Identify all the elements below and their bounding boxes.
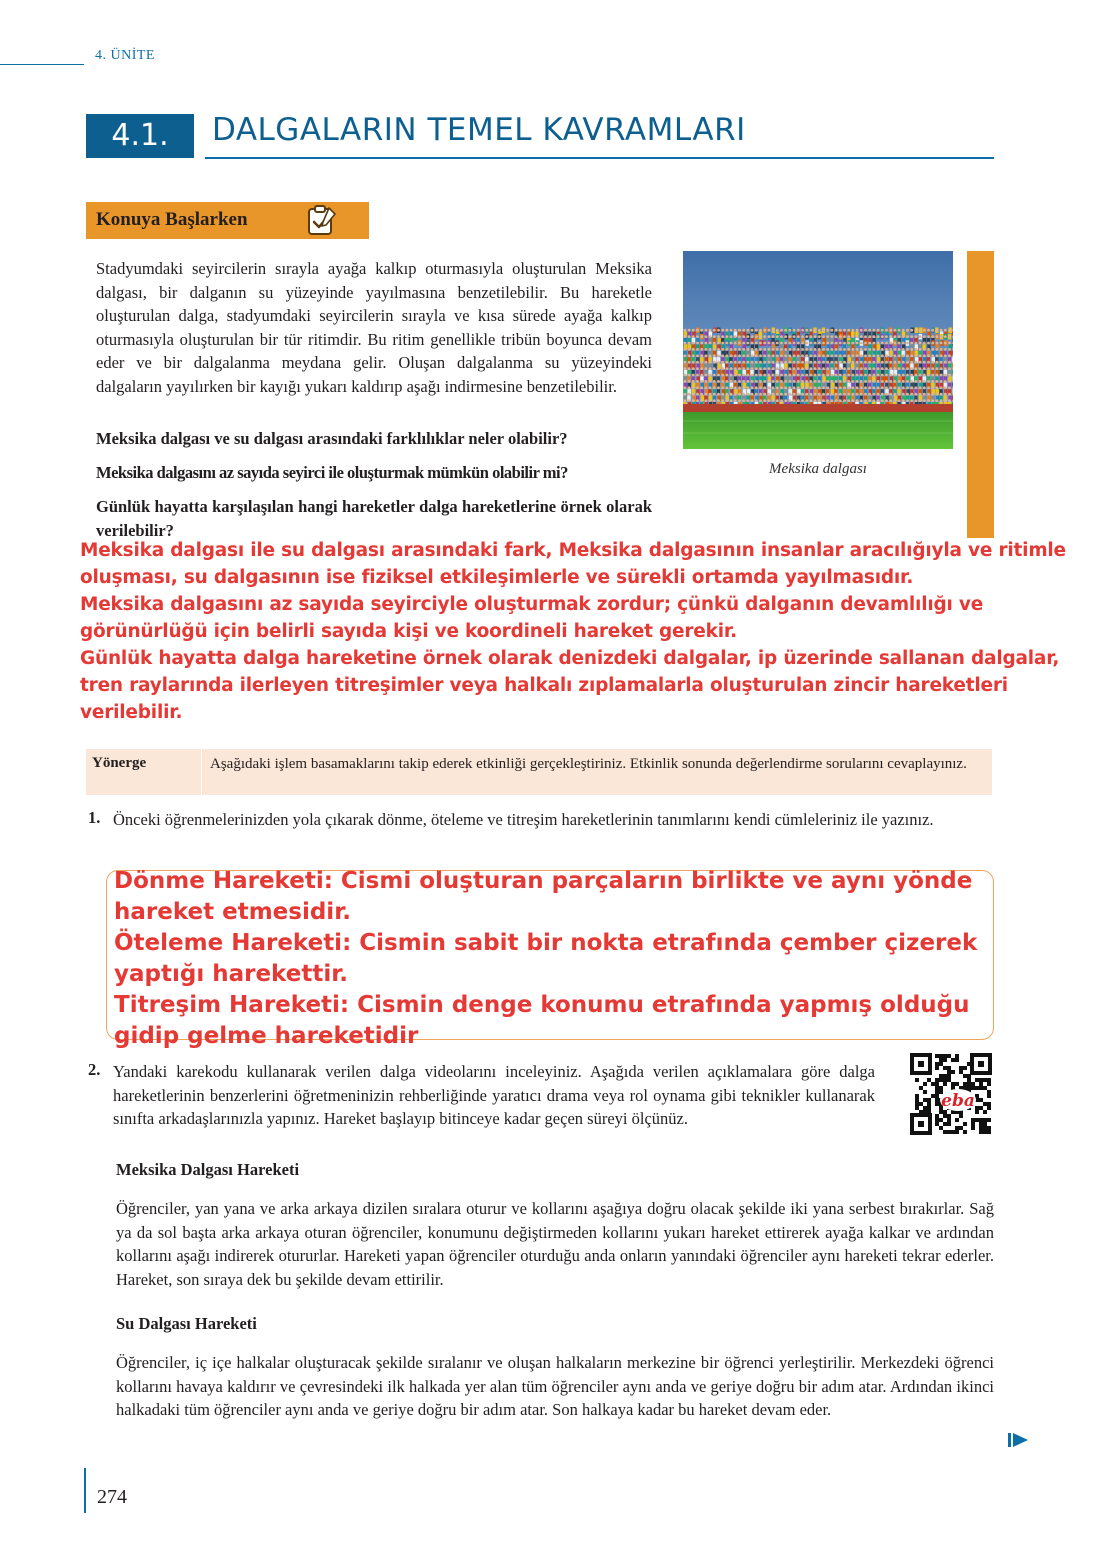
photo-caption: Meksika dalgası bbox=[769, 461, 867, 477]
intro-question: Meksika dalgasını az sayıda seyirci ile oluşturmak mümkün olabilir mi? bbox=[96, 463, 568, 482]
title-rule bbox=[205, 157, 994, 159]
subsection-title: Su Dalgası Hareketi bbox=[116, 1314, 257, 1333]
intro-paragraph: Stadyumdaki seyircilerin sırayla ayağa kalkıp oturmasıyla oluşturulan Meksika dalgası, bir dalganın su yüzeyinde yayılmasına benzetilebilir. Bu hareketle oluşturulan dalga, stadyumdaki seyircilerin sırayla ve kısa sürede ayağa kalkıp oturmasıyla oluşturulan bir tür ritimdir. Bu ritim genellikle tribün boyunca devam eder ve bir dalgalanma meydana gelir. Oluşan dalgalanma su yüzeyindeki dalgaların yayılırken bir kayığı yukarı kaldırıp aşağı indirmesine benzetilebilir. bbox=[96, 259, 652, 396]
unit-rule bbox=[0, 64, 84, 65]
subsection-text: Öğrenciler, yan yana ve arka arkaya dizilen sıralara oturur ve kollarını aşağıya doğru olacak şekilde iki yana serbest bırakırlar. Sağ ya da sol başta arka arkaya oturan öğrenciler, konumunu değiştirmeden kollarını yukarı hareket ettirerek ayağa kalkar ve ardından kollarını aşağı indirerek otururlar. Hareketi yapan öğrenciler oturduğu anda onların yanındaki öğrenciler aynı hareketi tekrar ederler. Hareket, son sıraya dek bu şekilde devam ettirilir. bbox=[116, 1199, 994, 1289]
qr-logo: eba bbox=[941, 1091, 975, 1111]
side-accent-bar bbox=[967, 251, 994, 538]
qr-code-icon[interactable] bbox=[910, 1053, 992, 1135]
step-number: 1. bbox=[88, 808, 101, 827]
intro-question: Meksika dalgası ve su dalgası arasındaki farklılıklar neler olabilir? bbox=[96, 429, 568, 448]
yonerge-text: Aşağıdaki işlem basamaklarını takip ederek etkinliği gerçekleştiriniz. Etkinlik sonunda değerlendirme sorularını cevaplayınız. bbox=[210, 756, 967, 772]
next-arrow-icon[interactable] bbox=[1008, 1432, 1030, 1448]
page-number: 274 bbox=[97, 1486, 127, 1508]
step-1-answer: Dönme Hareketi: Cismi oluşturan parçaların birlikte ve aynı yönde hareket etmesidir. Öteleme Hareketi: Cismin sabit bir nokta etrafında çember çizerek yaptığı harekettir. Titreşim Hareketi: Cismin denge konumu etrafında yapmış olduğu gidip gelme hareketidir bbox=[114, 868, 978, 1049]
page-number-rule bbox=[84, 1468, 86, 1513]
step-text: Önceki öğrenmelerinizden yola çıkarak dönme, öteleme ve titreşim hareketlerinin tanımlarını kendi cümleleriniz ile yazınız. bbox=[113, 810, 934, 829]
subsection-title: Meksika Dalgası Hareketi bbox=[116, 1160, 300, 1179]
step-text: Yandaki karekodu kullanarak verilen dalga videolarını inceleyiniz. Aşağıda verilen açıklamalara göre dalga hareketlerinin benzerlerini öğretmeninizin rehberliğinde yaratıcı drama veya rol oynama gibi teknikler kullanarak sınıfta arkadaşlarınızla yapınız. Hareket başlayıp bitinceye kadar geçen süreyi ölçünüz. bbox=[113, 1062, 875, 1128]
mexican-wave-photo bbox=[683, 251, 953, 449]
step-number: 2. bbox=[88, 1060, 101, 1079]
clipboard-check-icon bbox=[304, 204, 338, 237]
subsection-text: Öğrenciler, iç içe halkalar oluşturacak şekilde sıralanır ve oluşan halkaların merkezine bir öğrenci yerleştirilir. Merkezdeki öğrenci kollarını havaya kaldırır ve çevresindeki ilk halkada yer alan tüm öğrenciler aynı anda ve geriye doğru bir adım atar. Ardından ikinci halkadaki tüm öğrenciler aynı anda ve geriye doğru bir adım atar. Son halkaya kadar bu hareket devam eder. bbox=[116, 1353, 994, 1419]
section-number: 4.1. bbox=[86, 114, 194, 158]
unit-label: 4. ÜNİTE bbox=[95, 48, 155, 63]
yonerge-label: Yönerge bbox=[92, 755, 147, 771]
section-title: DALGALARIN TEMEL KAVRAMLARI bbox=[212, 112, 746, 148]
intro-question: Günlük hayatta karşılaşılan hangi hareketler dalga hareketlerine örnek olarak verilebilir? bbox=[96, 497, 652, 540]
intro-answers: Meksika dalgası ile su dalgası arasındaki fark, Meksika dalgasının insanlar aracılığıyla ve ritimle oluşması, su dalgasının ise fiziksel etkileşimlerle ve sürekli ortamda yayılmasıdır. Meksika dalgasını az sayıda seyirciyle oluşturmak zordur; çünkü dalganın devamlılığı ve görünürlüğü için belirli sayıda kişi ve koordineli hareket gerekir. Günlük hayatta dalga hareketine örnek olarak denizdeki dalgalar, ip üzerinde sallanan dalgalar, tren raylarında ilerleyen titreşimler veya halkalı zıplamalarla oluşturulan zincir hareketleri verilebilir. bbox=[80, 540, 1066, 723]
yonerge-separator bbox=[201, 749, 202, 795]
intro-heading: Konuya Başlarken bbox=[96, 209, 248, 230]
